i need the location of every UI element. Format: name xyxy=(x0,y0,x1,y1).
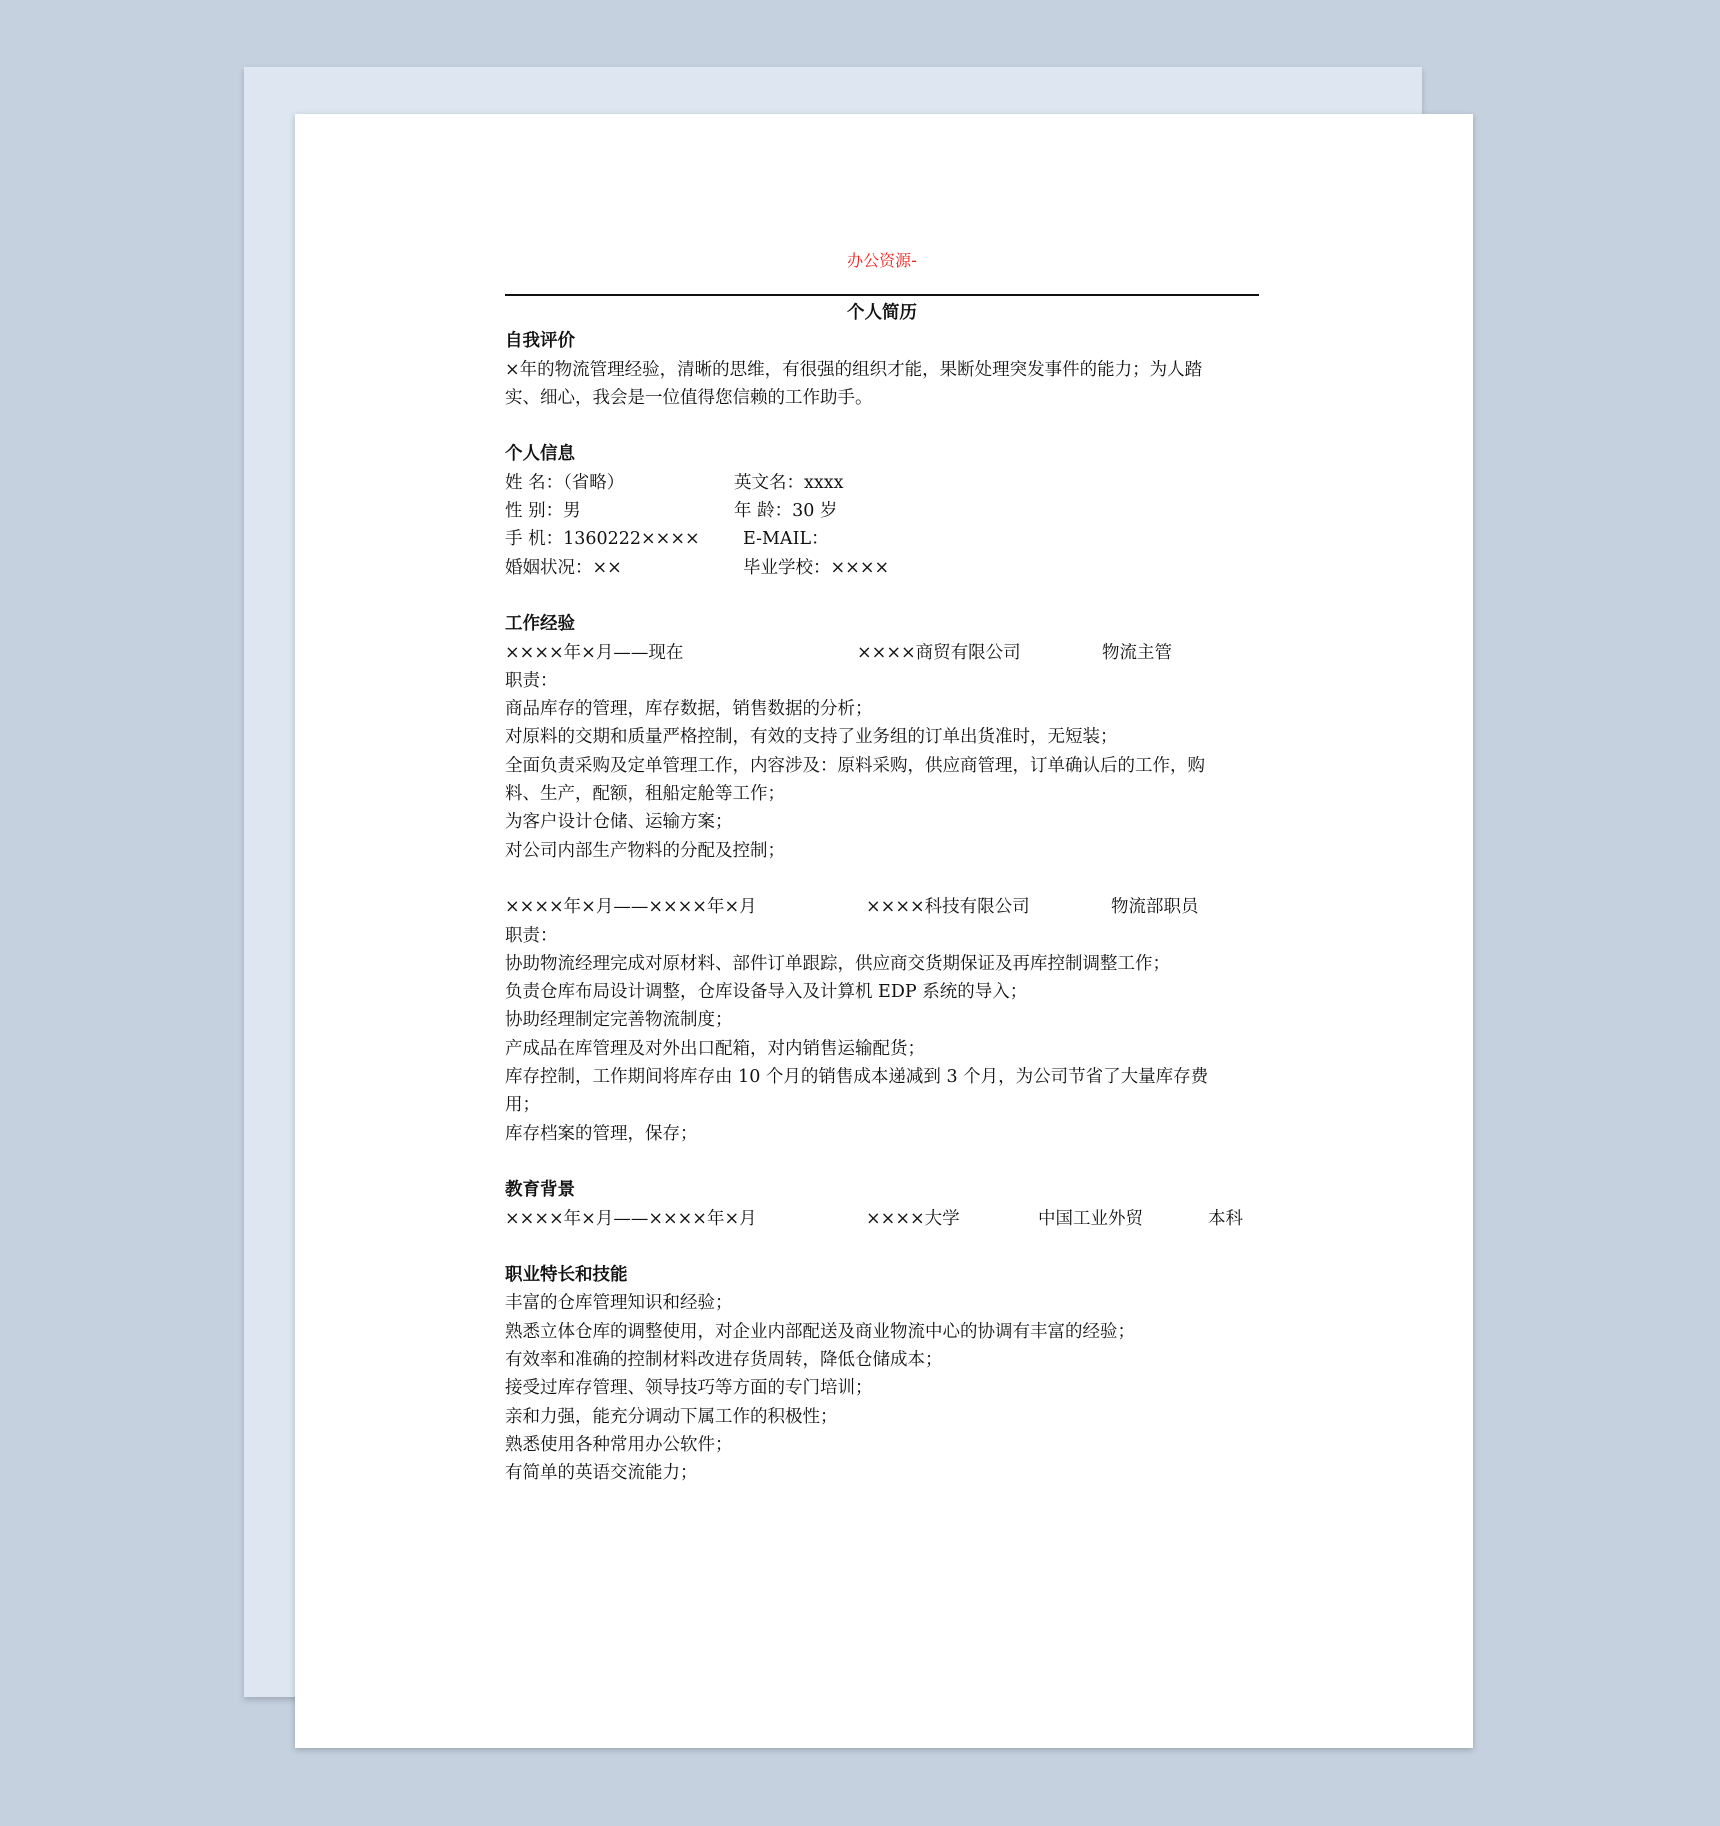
skills-heading: 职业特长和技能 xyxy=(505,1265,628,1286)
duty-line: 协助经理制定完善物流制度； xyxy=(505,1010,733,1031)
duty-line: 库存档案的管理，保存； xyxy=(505,1123,698,1144)
resume-body xyxy=(505,299,1259,1487)
duties-label: 职责： xyxy=(505,925,558,946)
spacer xyxy=(505,1233,1259,1261)
age-field: 年 龄：30 岁 xyxy=(734,501,838,522)
work-experience-heading: 工作经验 xyxy=(505,614,575,635)
skill-line: 丰富的仓库管理知识和经验； xyxy=(505,1293,733,1314)
job-position: 物流部职员 xyxy=(1111,897,1199,918)
duty-line: 对公司内部生产物料的分配及控制； xyxy=(505,840,785,861)
duty-line: 对原料的交期和质量严格控制，有效的支持了业务组的订单出货准时，无短装； xyxy=(505,727,1118,748)
document-title: 个人简历 xyxy=(847,303,917,323)
marital-status-field: 婚姻状况：×× xyxy=(505,557,622,578)
gender-field: 性 别：男 xyxy=(505,501,581,522)
skill-line: 接受过库存管理、领导技巧等方面的专门培训； xyxy=(505,1378,873,1399)
skill-line: 有效率和准确的控制材料改进存货周转，降低仓储成本； xyxy=(505,1349,943,1370)
page-header-text: 办公资源- xyxy=(847,251,917,270)
front-page-sheet xyxy=(295,114,1473,1748)
duty-line: 商品库存的管理，库存数据，销售数据的分析； xyxy=(505,699,873,720)
education-row xyxy=(505,1205,1259,1233)
education-major: 中国工业外贸 xyxy=(1038,1208,1143,1229)
email-field: E-MAIL： xyxy=(743,529,829,550)
job-header-row xyxy=(505,893,1259,921)
education-period: ××××年×月——××××年×月 xyxy=(505,1208,757,1229)
job-header-row xyxy=(505,639,1259,667)
name-field: 姓 名：（省略） xyxy=(505,472,625,493)
duty-line: 料、生产，配额，租船定舱等工作； xyxy=(505,784,785,805)
education-heading: 教育背景 xyxy=(505,1180,575,1201)
duty-line: 用； xyxy=(505,1095,540,1116)
personal-info-heading: 个人信息 xyxy=(505,444,575,465)
spacer xyxy=(505,865,1259,893)
job-company: ××××科技有限公司 xyxy=(866,897,1030,918)
education-degree: 本科 xyxy=(1208,1208,1243,1229)
personal-info-row xyxy=(505,554,1259,582)
english-name-field: 英文名：xxxx xyxy=(734,472,844,493)
duty-line: 负责仓库布局设计调整，仓库设备导入及计算机 EDP 系统的导入； xyxy=(505,982,1028,1003)
school-field: 毕业学校：×××× xyxy=(743,557,890,578)
duty-line: 为客户设计仓储、运输方案； xyxy=(505,812,733,833)
education-school: ××××大学 xyxy=(866,1208,960,1229)
personal-info-row xyxy=(505,469,1259,497)
header-rule xyxy=(505,294,1259,296)
personal-info-row xyxy=(505,497,1259,525)
duties-label: 职责： xyxy=(505,670,558,691)
job-position: 物流主管 xyxy=(1102,642,1172,663)
spacer xyxy=(505,1148,1259,1176)
skill-line: 亲和力强，能充分调动下属工作的积极性； xyxy=(505,1406,838,1427)
duty-line: 产成品在库管理及对外出口配箱，对内销售运输配货； xyxy=(505,1038,925,1059)
spacer xyxy=(505,582,1259,610)
duty-line: 协助物流经理完成对原材料、部件订单跟踪，供应商交货期保证及再库控制调整工作； xyxy=(505,953,1170,974)
personal-info-row xyxy=(505,525,1259,553)
phone-field: 手 机：1360222×××× xyxy=(505,529,700,550)
skill-line: 熟悉使用各种常用办公软件； xyxy=(505,1434,733,1455)
duty-line: 全面负责采购及定单管理工作，内容涉及：原料采购，供应商管理，订单确认后的工作，购 xyxy=(505,755,1205,776)
spacer xyxy=(505,412,1259,440)
duty-line: 库存控制，工作期间将库存由 10 个月的销售成本递减到 3 个月，为公司节省了大量库存费 xyxy=(505,1067,1209,1088)
skill-line: 有简单的英语交流能力； xyxy=(505,1463,698,1484)
self-evaluation-line: ×年的物流管理经验，清晰的思维，有很强的组织才能，果断处理突发事件的能力；为人踏 xyxy=(505,359,1203,380)
job-period: ××××年×月——××××年×月 xyxy=(505,897,757,918)
job-company: ××××商贸有限公司 xyxy=(857,642,1021,663)
job-period: ××××年×月——现在 xyxy=(505,642,684,663)
self-evaluation-line: 实、细心，我会是一位值得您信赖的工作助手。 xyxy=(505,387,873,408)
self-evaluation-heading: 自我评价 xyxy=(505,331,575,352)
skill-line: 熟悉立体仓库的调整使用，对企业内部配送及商业物流中心的协调有丰富的经验； xyxy=(505,1321,1135,1342)
